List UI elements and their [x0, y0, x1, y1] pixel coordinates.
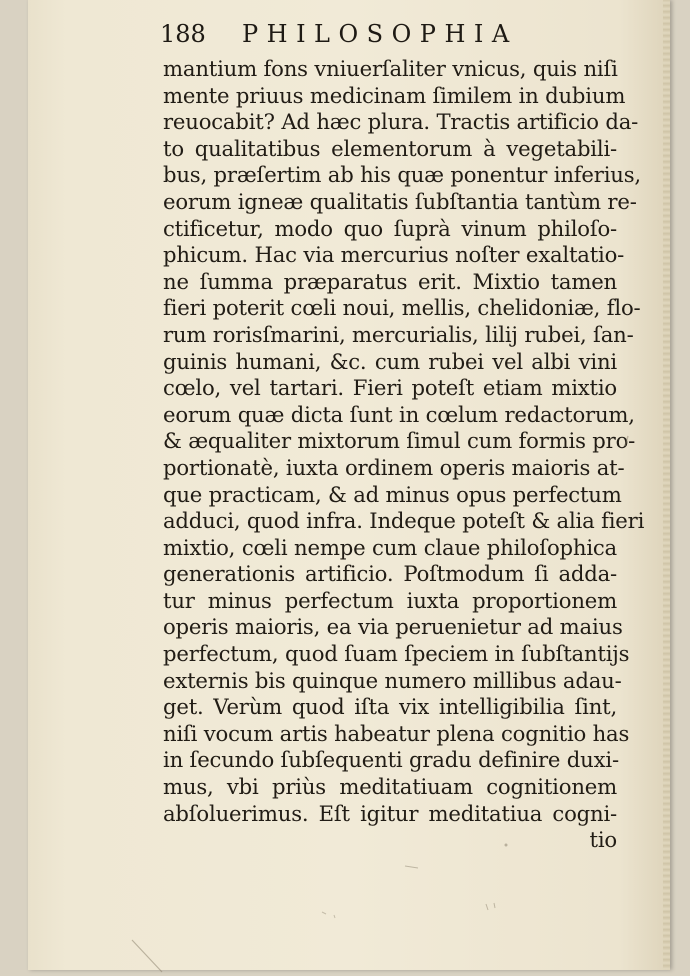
text-line: reuocabit? Ad hæc plura. Tractis artificio da-	[163, 109, 639, 135]
text-line: guinis humani, &c. cum rubei vel albi vini	[163, 348, 617, 374]
running-title: PHILOSOPHIA	[242, 20, 518, 48]
text-line: generationis artificio. Poſtmodum ſi adda-	[163, 561, 617, 587]
text-line: perfectum, quod ſuam ſpeciem in ſubſtantijs	[163, 641, 630, 667]
text-line: portionatè, iuxta ordinem operis maioris at-	[163, 454, 625, 480]
text-line: mixtio, cœli nempe cum claue philoſophica	[163, 534, 617, 560]
catchword: tio	[589, 827, 617, 853]
text-line: phicum. Hac via mercurius noſter exaltatio-	[163, 242, 625, 268]
text-line: get. Verùm quod iſta vix intelligibilia ſint,	[163, 694, 617, 720]
page-edge	[663, 0, 670, 970]
page-number: 188	[160, 20, 206, 48]
text-line: adduci, quod infra. Indeque poteſt & alia fieri	[163, 508, 645, 534]
text-line: cœlo, vel tartari. Fieri poteſt etiam mixtio	[163, 375, 617, 401]
text-line: eorum igneæ qualitatis ſubſtantia tantùm re-	[163, 188, 637, 214]
text-line: & æqualiter mixtorum ſimul cum formis pro-	[163, 428, 636, 454]
body-text	[163, 56, 645, 854]
text-line: mantium fons vniuerſaliter vnicus, quis niſi	[163, 56, 618, 81]
text-line: mente priuus medicinam ſimilem in dubium	[163, 82, 626, 108]
text-line: operis maioris, ea via peruenietur ad maius	[163, 614, 623, 640]
text-line: externis bis quinque numero millibus adau-	[163, 667, 622, 693]
text-line: to qualitatibus elementorum à vegetabili-	[163, 135, 617, 161]
text-line: que practicam, & ad minus opus perfectum	[163, 481, 622, 507]
text-line: ctificetur, modo quo ſuprà vinum philoſo-	[163, 215, 617, 241]
text-line: bus, præſertim ab his quæ ponentur inferius,	[163, 162, 641, 188]
text-line: in ſecundo ſubſequenti gradu definire duxi-	[163, 747, 619, 773]
text-line: rum rorisſmarini, mercurialis, lilij rubei, ſan-	[163, 321, 634, 347]
text-line: eorum quæ dicta ſunt in cœlum redactorum,	[163, 401, 635, 427]
text-line: fieri poterit cœli noui, mellis, chelidoniæ, flo-	[163, 295, 641, 321]
text-line: mus, vbi priùs meditatiuam cognitionem	[163, 774, 617, 800]
text-line: abſoluerimus. Eſt igitur meditatiua cogni-	[163, 800, 617, 826]
text-line: niſi vocum artis habeatur plena cognitio has	[163, 720, 630, 746]
text-line: ne ſumma præparatus erit. Mixtio tamen	[163, 268, 617, 294]
text-line: tur minus perfectum iuxta proportionem	[163, 587, 617, 613]
running-head	[160, 18, 610, 52]
